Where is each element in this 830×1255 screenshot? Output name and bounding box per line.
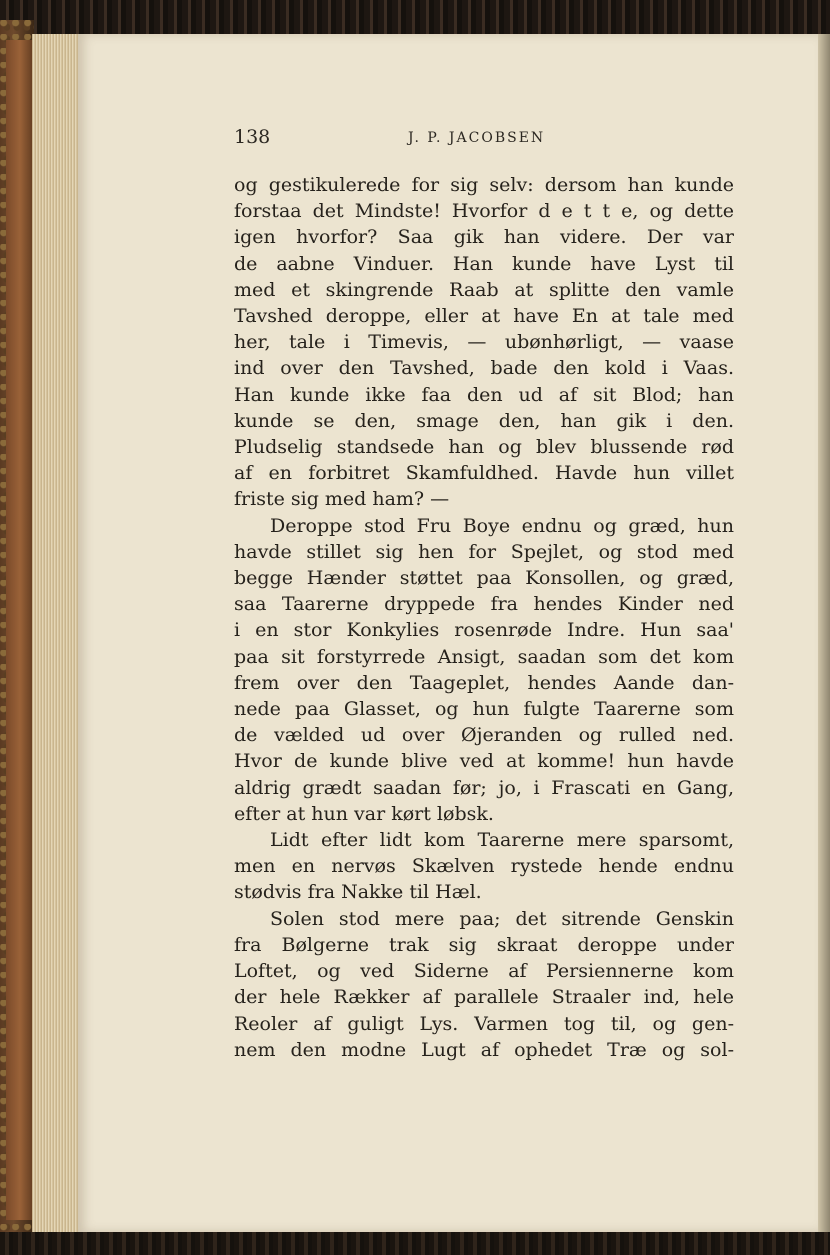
text-line: Han kunde ikke faa den ud af sit Blod; han — [234, 383, 734, 406]
text-line: forstaa det Mindste! Hvorfor d e t t e, og dette — [234, 200, 734, 223]
page-number: 138 — [234, 126, 271, 148]
text-line: i en stor Konkylies rosenrøde Indre. Hun saa' — [234, 619, 734, 642]
text-line: efter at hun var kørt løbsk. — [234, 802, 494, 825]
text-line: saa Taarerne dryppede fra hendes Kinder ned — [234, 593, 734, 616]
text-line: Pludselig standsede han og blev blussende rød — [234, 436, 734, 459]
text-line: men en nervøs Skælven rystede hende endnu — [234, 855, 734, 878]
text-line: Tavshed deroppe, eller at have En at tale med — [234, 305, 734, 328]
text-line: Loftet, og ved Siderne af Persiennerne kom — [234, 960, 734, 983]
text-line: Deroppe stod Fru Boye endnu og græd, hun — [270, 514, 734, 537]
text-line: begge Hænder støttet paa Konsollen, og græd, — [234, 567, 734, 590]
book-cover-top — [0, 0, 830, 34]
text-line: af en forbitret Skamfuldhed. Havde hun villet — [234, 462, 734, 485]
running-head: J. P. JACOBSEN — [408, 130, 546, 146]
text-line: Lidt efter lidt kom Taarerne mere sparsomt, — [270, 829, 734, 852]
page-header — [234, 126, 734, 152]
text-line: igen hvorfor? Saa gik han videre. Der var — [234, 226, 734, 249]
page-gutter — [818, 34, 830, 1232]
text-line: paa sit forstyrrede Ansigt, saadan som det kom — [234, 645, 734, 668]
text-line: friste sig med ham? — — [234, 488, 450, 511]
text-line: med et skingrende Raab at splitte den vamle — [234, 278, 734, 301]
text-line: Solen stod mere paa; det sitrende Genskin — [270, 907, 734, 930]
body-text — [234, 172, 734, 1063]
text-line: ind over den Tavshed, bade den kold i Vaas. — [234, 357, 734, 380]
text-line: der hele Rækker af parallele Straaler ind, hele — [234, 986, 734, 1009]
book-spine-edge — [6, 40, 34, 1220]
text-line: de vælded ud over Øjeranden og rulled ned. — [234, 724, 734, 747]
text-line: her, tale i Timevis, — ubønhørligt, — vaase — [234, 331, 734, 354]
book-cover-bottom — [0, 1232, 830, 1255]
text-line: havde stillet sig hen for Spejlet, og stod med — [234, 540, 734, 563]
text-line: stødvis fra Nakke til Hæl. — [234, 881, 482, 904]
text-line: frem over den Taageplet, hendes Aande dan- — [234, 671, 734, 694]
text-line: Hvor de kunde blive ved at komme! hun havde — [234, 750, 734, 773]
text-line: nede paa Glasset, og hun fulgte Taarerne som — [234, 698, 734, 721]
text-line: fra Bølgerne trak sig skraat deroppe under — [234, 933, 734, 956]
text-line: og gestikulerede for sig selv: dersom han kunde — [234, 174, 734, 196]
text-line: Reoler af guligt Lys. Varmen tog til, og gen- — [234, 1012, 734, 1035]
text-line: aldrig grædt saadan før; jo, i Frascati en Gang, — [234, 776, 734, 799]
text-line: nem den modne Lugt af ophedet Træ og sol- — [234, 1038, 734, 1061]
text-line: de aabne Vinduer. Han kunde have Lyst til — [234, 252, 734, 275]
text-line: kunde se den, smage den, han gik i den. — [234, 409, 734, 432]
